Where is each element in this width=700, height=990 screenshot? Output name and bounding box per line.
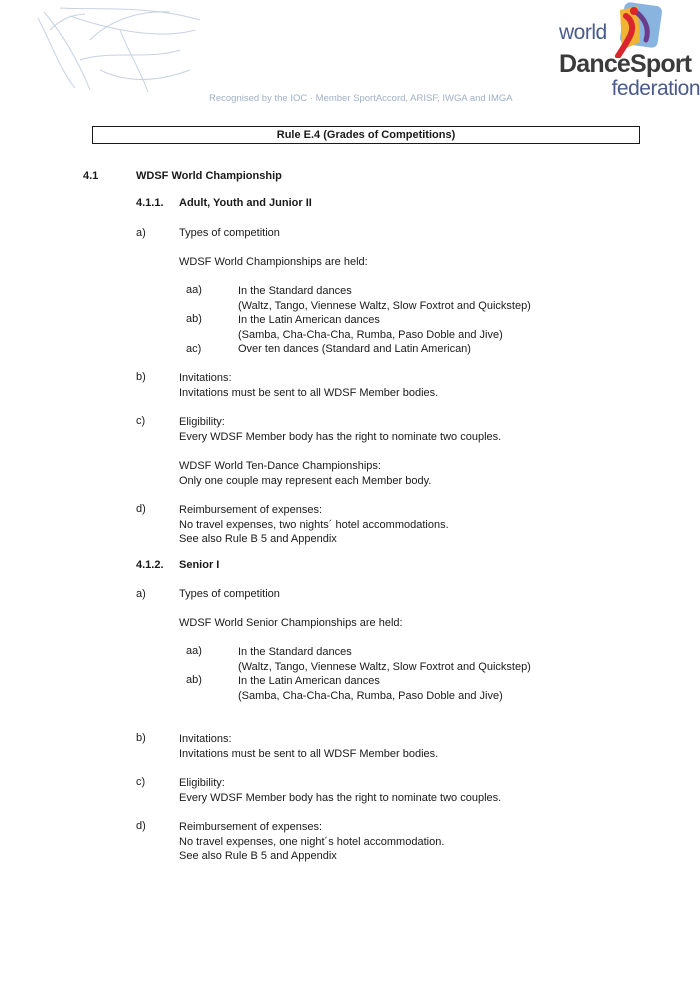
item-marker: c): [136, 776, 146, 788]
subitem-text: [238, 674, 503, 703]
header-dancer-sketch: [30, 0, 210, 96]
item-marker: a): [136, 588, 146, 600]
item-text: Every WDSF Member body has the right to nominate two couples.: [179, 430, 502, 443]
subitem-line: Over ten dances (Standard and Latin American): [238, 343, 471, 355]
subsection-title: Adult, Youth and Junior II: [179, 197, 312, 209]
item-text: Every WDSF Member body has the right to nominate two couples.: [179, 791, 502, 804]
item-body: [179, 503, 449, 547]
item-text: Only one couple may represent each Member body.: [179, 474, 432, 487]
item-marker: b): [136, 732, 146, 744]
subsection-title: Senior I: [179, 559, 220, 571]
subitem-line: (Waltz, Tango, Viennese Waltz, Slow Foxtrot and Quickstep): [238, 299, 531, 312]
item-marker: a): [136, 227, 146, 239]
item-body: [179, 371, 438, 400]
item-body: [179, 459, 431, 488]
item-title: Invitations:: [179, 372, 232, 384]
item-marker: c): [136, 415, 146, 427]
item-title: WDSF World Ten-Dance Championships:: [179, 460, 381, 472]
logo-word-world: world: [559, 21, 607, 44]
subitem-line: (Samba, Cha-Cha-Cha, Rumba, Paso Doble and Jive): [238, 328, 503, 341]
subitem-marker: aa): [186, 284, 202, 296]
rule-title-box: Rule E.4 (Grades of Competitions): [92, 126, 640, 144]
item-title: Eligibility:: [179, 416, 225, 428]
logo-word-federation: federation: [611, 77, 700, 100]
item-title: Reimbursement of expenses:: [179, 504, 323, 516]
subitem-text: [238, 645, 531, 674]
subitem-line: (Samba, Cha-Cha-Cha, Rumba, Paso Doble and Jive): [238, 689, 503, 702]
subitem-marker: aa): [186, 645, 202, 657]
subitem-line: In the Standard dances: [238, 285, 352, 297]
item-marker: d): [136, 820, 146, 832]
recognition-line: Recognised by the IOC · Member SportAccord, ARISF, IWGA and IMGA: [209, 93, 513, 104]
section-title: WDSF World Championship: [136, 170, 282, 182]
item-title: Reimbursement of expenses:: [179, 821, 323, 833]
item-title: Eligibility:: [179, 777, 225, 789]
item-title: Types of competition: [179, 227, 280, 239]
subitem-line: (Waltz, Tango, Viennese Waltz, Slow Foxtrot and Quickstep): [238, 660, 531, 673]
item-body: [179, 732, 438, 761]
item-text: No travel expenses, two nights´ hotel accommodations.: [179, 518, 449, 531]
item-title: Invitations:: [179, 733, 232, 745]
item-text: Invitations must be sent to all WDSF Member bodies.: [179, 747, 439, 760]
item-marker: d): [136, 503, 146, 515]
item-text: No travel expenses, one night´s hotel accommodation.: [179, 835, 445, 848]
item-body: [179, 415, 501, 444]
subitem-line: In the Standard dances: [238, 646, 352, 658]
subitem-marker: ab): [186, 313, 202, 325]
item-text: See also Rule B 5 and Appendix: [179, 850, 337, 862]
item-text: Invitations must be sent to all WDSF Member bodies.: [179, 386, 439, 399]
subsection-number: 4.1.1.: [136, 197, 164, 209]
subitem-marker: ab): [186, 674, 202, 686]
subitem-text: [238, 313, 503, 342]
item-marker: b): [136, 371, 146, 383]
subitem-line: In the Latin American dances: [238, 314, 380, 326]
item-body: [179, 820, 444, 864]
item-text: See also Rule B 5 and Appendix: [179, 533, 337, 545]
subitem-text: [238, 284, 531, 313]
logo-word-dancesport: DanceSport: [559, 50, 692, 78]
item-intro: WDSF World Senior Championships are held:: [179, 617, 403, 629]
subsection-number: 4.1.2.: [136, 559, 164, 571]
subitem-line: In the Latin American dances: [238, 675, 380, 687]
item-title: Types of competition: [179, 588, 280, 600]
subitem-marker: ac): [186, 343, 202, 355]
section-number: 4.1: [83, 170, 99, 182]
wdsf-logo: [556, 0, 700, 104]
item-body: [179, 776, 501, 805]
item-intro: WDSF World Championships are held:: [179, 256, 368, 268]
